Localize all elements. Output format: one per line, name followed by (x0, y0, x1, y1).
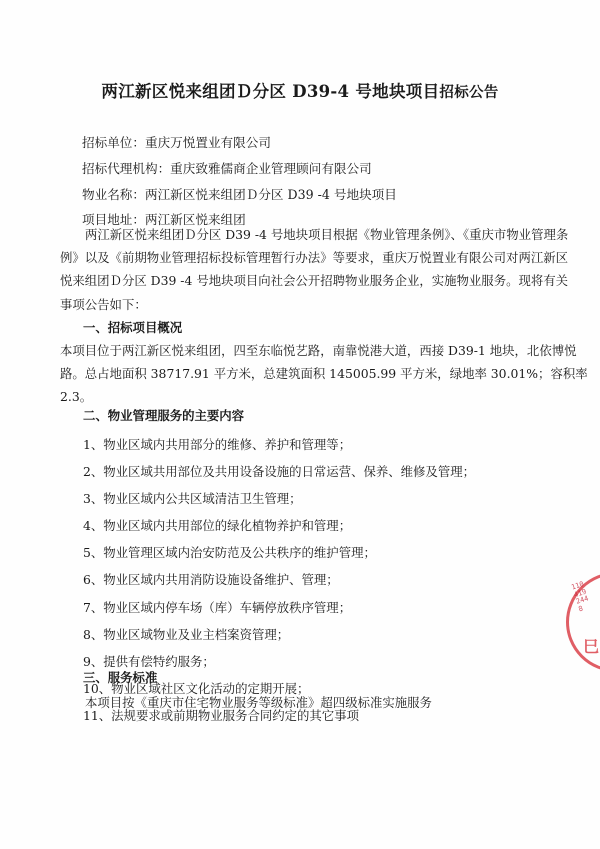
title-tail: 招标公告 (439, 84, 499, 101)
meta-value: 重庆致雅儒商企业管理顾问有限公司 (170, 160, 372, 176)
list-item: 9、提供有偿特约服务； (83, 653, 215, 669)
intro-line: 两江新区悦来组团Ｄ分区 D39 -4 号地块项目根据《物业管理条例》、《重庆市物业管理条 (85, 227, 569, 242)
list-item: 3、物业区域内公共区域清洁卫生管理； (83, 491, 302, 507)
intro-line: 悦来组团Ｄ分区 D39 -4 号地块项目向社会公开招聘物业服务企业，实施物业服务。现将有关 (60, 273, 569, 289)
meta-label: 项目地址： (82, 212, 145, 228)
section-heading-overview: 一、招标项目概况 (83, 319, 183, 335)
meta-value: 两江新区悦来组团 (144, 212, 246, 228)
list-item: 1、物业区域内共用部分的维修、养护和管理等； (83, 437, 352, 452)
meta-value: 重庆万悦置业有限公司 (144, 135, 271, 150)
section-heading-services: 二、物业管理服务的主要内容 (83, 408, 245, 423)
meta-value: 两江新区悦来组团Ｄ分区 D39 -4 号地块项目 (144, 186, 397, 202)
list-item: 5、物业管理区域内治安防范及公共秩序的维护管理； (83, 545, 376, 561)
meta-row-tenderer (82, 130, 397, 156)
list-item: 10、物业区域社区文化活动的定期开展； (83, 680, 310, 696)
seal-number: 1104192448 (570, 580, 590, 613)
title-main: 两江新区悦来组团Ｄ分区 D39-4 号地块项目 (101, 82, 440, 101)
intro-paragraph (60, 223, 569, 316)
overview-line: 路。总占地面积 38717.91 平方米，总建筑面积 145005.99 平方米，绿地率 30.01%；容积率 (60, 366, 588, 382)
meta-row-agency (82, 156, 397, 182)
meta-label: 招标单位： (82, 135, 145, 150)
list-item: 7、物业区域内停车场（库）车辆停放秩序管理； (83, 599, 352, 615)
body-text (60, 223, 588, 409)
list-item: 8、物业区域物业及业主档案资管理； (83, 626, 290, 642)
meta-label: 物业名称： (82, 186, 145, 202)
page-title (0, 78, 600, 102)
list-item: 11、法规要求或前期物业服务合同约定的其它事项 (83, 707, 359, 723)
meta-row-property (82, 182, 397, 208)
overview-line: 本项目位于两江新区悦来组团，四至东临悦艺路，南靠悦港大道，西接 D39-1 地块，北依博悦 (60, 343, 577, 359)
section-heading-standard: 三、服务标准 (83, 670, 158, 685)
list-item: 6、物业区域内共用消防设施设备维护、管理； (83, 572, 339, 588)
meta-block (82, 130, 397, 233)
list-item: 2、物业区域共用部位及共用设备设施的日常运营、保养、维修及管理； (83, 464, 475, 480)
overview-paragraph (60, 339, 588, 409)
standard-text: 本项目按《重庆市住宅物业服务等级标准》超四级标准实施服务 (85, 695, 432, 710)
meta-label: 招标代理机构： (82, 160, 171, 176)
intro-line: 事项公告如下： (60, 296, 147, 312)
overview-line: 2.3。 (60, 389, 93, 405)
seal-character: 巳 (583, 637, 600, 656)
intro-line: 例》以及《前期物业管理招标投标管理暂行办法》等要求，重庆万悦置业有限公司对两江新区 (60, 250, 569, 266)
list-item: 4、物业区域内共用部位的绿化植物养护和管理； (83, 518, 352, 534)
